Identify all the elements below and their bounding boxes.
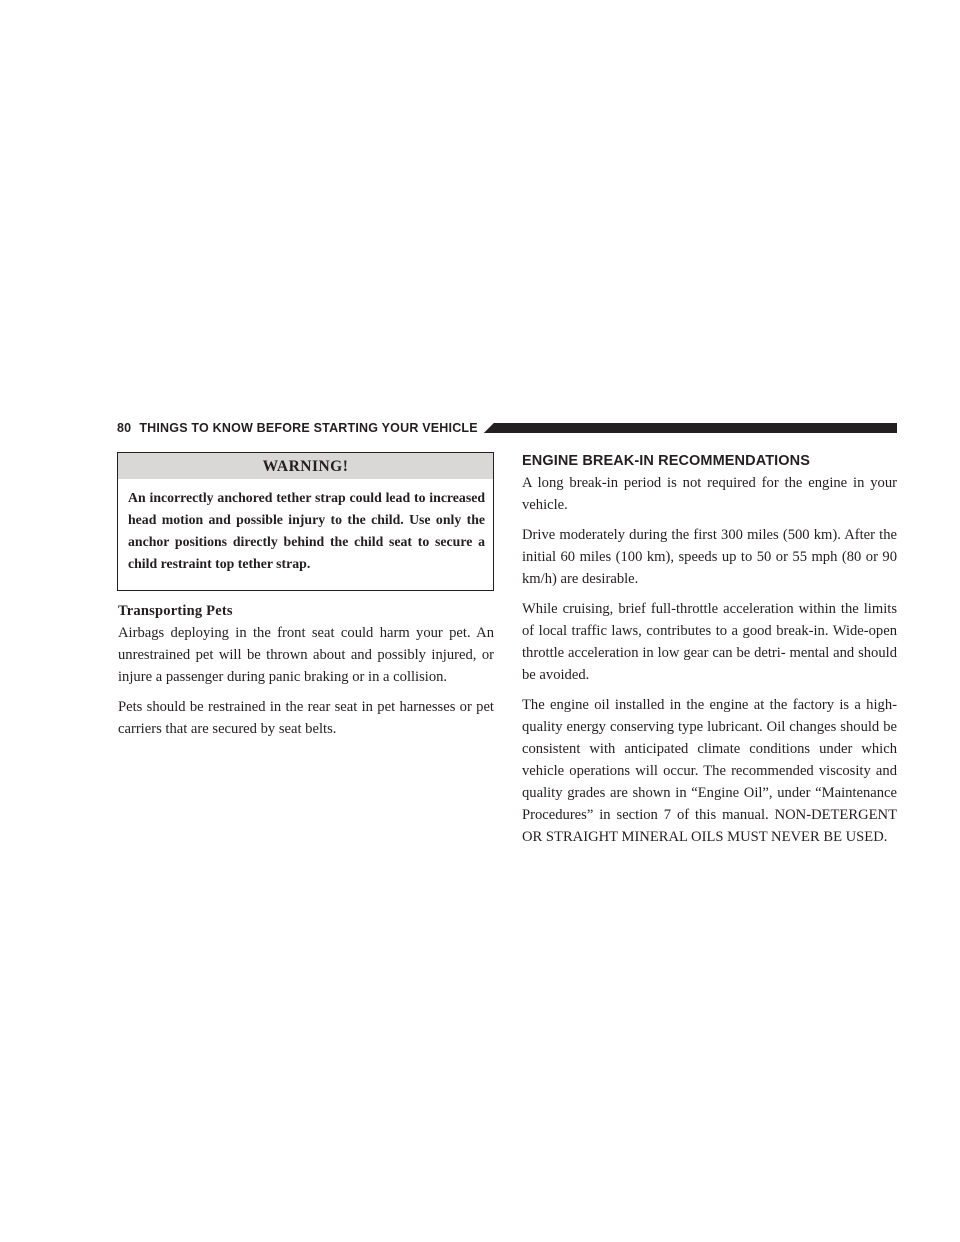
right-column bbox=[522, 452, 897, 856]
page-number: 80 bbox=[117, 421, 132, 435]
warning-title: WARNING! bbox=[118, 453, 493, 479]
header-rule bbox=[484, 423, 897, 433]
left-column bbox=[118, 600, 494, 748]
paragraph: The engine oil installed in the engine at the factory is a high-quality energy conserving type lubricant. Oil changes should be consistent with anticipated climate conditions under which vehicle operations will occur. The recommended viscosity and quality grades are shown in “Engine Oil”, under “Maintenance Procedures” in section 7 of this manual. NON-DETERGENT OR STRAIGHT MINERAL OILS MUST NEVER BE USED. bbox=[522, 697, 897, 845]
section-title: THINGS TO KNOW BEFORE STARTING YOUR VEHICLE bbox=[139, 421, 478, 435]
paragraph: Pets should be restrained in the rear seat in pet harnesses or pet carriers that are secured by seat belts. bbox=[118, 699, 494, 737]
paragraph: Airbags deploying in the front seat could harm your pet. An unrestrained pet will be thrown about and possibly injured, or injure a passenger during panic braking or in a collision. bbox=[118, 625, 494, 685]
page-header bbox=[117, 419, 897, 437]
warning-box bbox=[117, 452, 494, 591]
paragraph: While cruising, brief full-throttle acceleration within the limits of local traffic laws, contributes to a good break-in. Wide-open throttle acceleration in low gear can be detri- mental and should be avoided. bbox=[522, 601, 897, 683]
paragraph: Drive moderately during the first 300 miles (500 km). After the initial 60 miles (100 km), speeds up to 50 or 55 mph (80 or 90 km/h) are desirable. bbox=[522, 527, 897, 587]
warning-text: An incorrectly anchored tether strap could lead to increased head motion and possible injury to the child. Use only the anchor positions directly behind the child seat to secure a child restraint top tether strap. bbox=[128, 490, 485, 571]
engine-break-in-heading: ENGINE BREAK-IN RECOMMENDATIONS bbox=[522, 453, 811, 469]
paragraph: A long break-in period is not required for the engine in your vehicle. bbox=[522, 475, 897, 513]
transporting-pets-heading: Transporting Pets bbox=[118, 603, 233, 619]
